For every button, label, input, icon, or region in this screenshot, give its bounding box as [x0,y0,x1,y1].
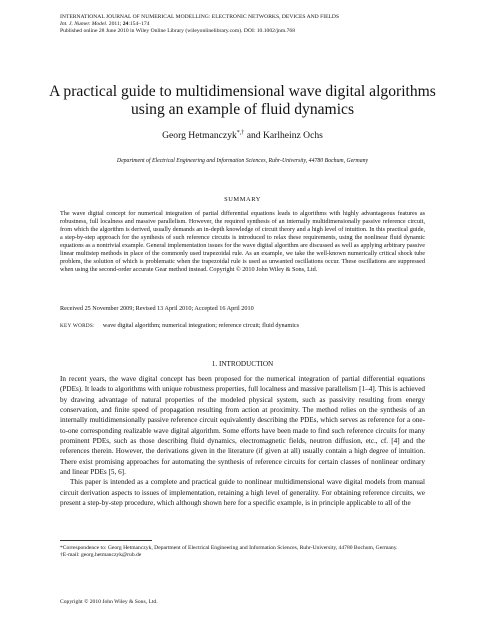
footnote-email: †E-mail: georg.hetmanczyk@rub.de [60,552,142,559]
journal-header [60,14,440,36]
title-line-1: A practical guide to multidimensional wave digital algorithms [49,83,436,100]
received-dates: Received 25 November 2009; Revised 13 April 2010; Accepted 16 April 2010 [60,305,254,312]
authors [40,130,445,141]
keywords-text: wave digital algorithm; numerical integration; reference circuit; fluid dynamics [102,322,300,329]
introduction-paragraph-2: This paper is intended as a complete and practical guide to nonlinear multidimensional wave digital models from manual circuit derivation aspects to issues of implementation, retaining a high level of generality. For obtaining reference circuits, we present a step-by-step procedure, which although shown here for a specific example, is in principle applicable to all of the [60,478,425,508]
citation-year: 2011; [107,21,123,28]
introduction-paragraph-1: In recent years, the wave digital concept has been proposed for the numerical integration of partial differential equations (PDEs). It leads to algorithms with unique robustness properties, full localness and massive parallelism [1–4]. This is achieved by drawing advantage of natural properties of the modeled physical system, such as passivity resulting from energy conservation, and finite speed of propagation resulting from action at proximity. The method relies on the synthesis of an internally multidimensionally passive reference circuit equivalently describing the PDEs, which serves as reference for a one-to-one corresponding realizable wave digital algorithm. Some efforts have been made to find such reference circuits for many prominent PDEs, such as those describing fluid dynamics, electromagnetic fields, neutron diffusion, etc., cf. [4] and the references therein. However, the derivations given in the literature (if given at all) usually contain a high degree of intuition. There exist promising approaches for automating the synthesis of reference circuits for certain classes of nonlinear ordinary and linear PDEs [5, 6]. [60,375,425,477]
citation-volume: 24 [122,21,129,28]
author-1: Georg Hetmanczyk [162,130,237,142]
keywords-label: KEY WORDS: [60,323,95,329]
author-marks: *,† [236,130,245,136]
published-line: Published online 28 June 2010 in Wiley Online Library (wileyonlinelibrary.com). DOI: 10.1002/jnm.768 [60,28,295,35]
footnote-correspondence: *Correspondence to: Georg Hetmanczyk, Department of Electrical Engineering and Information Sciences, Ruhr-University, 44780 Bochum, Germany. [60,545,398,551]
introduction-body [60,374,425,508]
affiliation: Department of Electrical Engineering and Information Sciences, Ruhr-University, 44780 Bochum, Germany [116,158,369,164]
title-line-2: using an example of fluid dynamics [130,101,355,118]
keywords [60,322,425,329]
citation-pages: :154–174 [128,21,150,28]
footnotes [60,545,425,560]
paper-title [40,83,445,119]
section-heading-introduction: 1. INTRODUCTION [211,360,274,368]
journal-name: INTERNATIONAL JOURNAL OF NUMERICAL MODELLING: ELECTRONIC NETWORKS, DEVICES AND FIELDS [60,14,340,20]
footnote-rule [60,540,152,541]
citation-journal-abbrev: Int. J. Numer. Model. [60,21,108,28]
summary-text: The wave digital concept for numerical integration of partial differential equations leads to algorithms with highly advantageous features as robustness, full localness and massive parallelism. However, the required synthesis of an internally multidimensionally passive reference circuit, from which the algorithm is derived, usually demands an in-depth knowledge of circuit theory and a high level of intuition. In this practical guide, a step-by-step approach for the synthesis of such reference circuits is introduced to relax these requirements, using the nonlinear fluid dynamic equations as a nontrivial example. General implementation issues for the wave digital algorithm are discussed as well as applying arbitrary passive linear multistep methods in place of the commonly used trapezoidal rule. As an example, we take the well-known numerically critical shock tube problem, the solution of which is problematic when the trapezoidal rule is used as unwanted oscillations occur. These oscillations are suppressed when using the second-order accurate Gear method instead. Copyright © 2010 John Wiley & Sons, Ltd. [60,210,425,274]
summary-heading: SUMMARY [224,196,261,203]
copyright-footer: Copyright © 2010 John Wiley & Sons, Ltd. [60,599,158,605]
author-2: and Karlheinz Ochs [244,130,323,142]
